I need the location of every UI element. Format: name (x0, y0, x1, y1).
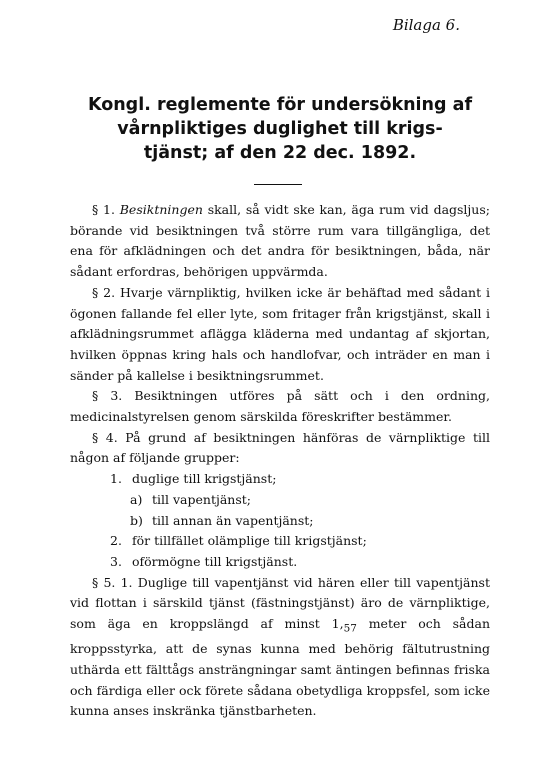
list-number: 1. (110, 471, 122, 487)
section-text: skall, så vidt ske kan, äga rum vid dagsljus; börande vid besiktningen två större rum vara tillgängliga, det ena för afklädningen och det andra för besiktningen, båda, när sådant erfordras, behörigen uppvärmda. (70, 202, 490, 280)
list-text: för tillfället olämplige till krigstjänst; (132, 533, 367, 549)
section-3 (70, 386, 490, 427)
measurement-subscript: 57 (343, 622, 357, 635)
document-title (70, 93, 490, 165)
title-line: vårnpliktiges duglighet till krigs- (117, 119, 443, 139)
list-number: b) (130, 512, 143, 528)
section-text: Hvarje värnpliktig, hvilken icke är behäftad med sådant i ögonen fallande fel eller lyte, som fritager från krigstjänst, skall i afklädningsrummet aflägga kläderna med undantag af skjortan, hvilken öppnas kring hals och handlofvar, och inträder en man i sänder på kallelse i besiktningsrummet. (70, 284, 490, 383)
section-mark: § 2. (92, 284, 116, 300)
list-number: a) (130, 491, 143, 507)
section-term: Besiktningen (119, 202, 203, 217)
section-mark: § 1. (92, 202, 115, 217)
section-5 (70, 573, 490, 722)
regulation-body (70, 200, 490, 722)
section-text: På grund af besiktningen hänföras de värnpliktige till någon af följande grupper: (70, 429, 490, 466)
list-number: 3. (110, 553, 122, 569)
section-mark: § 3. (92, 388, 123, 404)
section-mark: § 4. (92, 429, 118, 445)
list-item (70, 511, 490, 532)
appendix-label: Bilaga 6. (392, 16, 460, 34)
section-text: 1. Duglige till vapentjänst vid hären eller till vapentjänst vid flottan i särskild tjänst (fästningstjänst) äro de värnpliktige, som äga en kroppslängd af minst 1, (70, 574, 490, 632)
list-item (70, 469, 490, 490)
list-text: duglige till krigstjänst; (132, 471, 277, 487)
section-1 (70, 200, 490, 283)
section-mark: § 5. (92, 574, 116, 590)
title-line: Kongl. reglemente för undersökning af (87, 95, 473, 115)
list-text: oförmögne till krigstjänst. (132, 553, 298, 569)
section-text: Besiktningen utföres på sätt och i den ordning, medicinalstyrelsen genom särskilda föreskrifter bestämmer. (70, 388, 490, 425)
list-item (70, 531, 490, 552)
list-item (70, 490, 490, 511)
section-text: meter och sådan kroppsstyrka, att de synas kunna med behörig fältutrustning uthärda ett fälttågs ansträngningar samt äntingen befinnas friska och färdiga eller ock förete sådana obetydliga kroppsfel, som icke kunna anses inskränka tjänstbarheten. (70, 616, 490, 719)
list-item (70, 552, 490, 573)
list-text: till annan än vapentjänst; (152, 512, 314, 528)
section-4 (70, 428, 490, 469)
divider-rule (254, 184, 302, 185)
title-line: tjänst; af den 22 dec. 1892. (143, 143, 417, 163)
list-text: till vapentjänst; (152, 491, 252, 507)
section-2 (70, 283, 490, 387)
list-number: 2. (110, 533, 122, 549)
